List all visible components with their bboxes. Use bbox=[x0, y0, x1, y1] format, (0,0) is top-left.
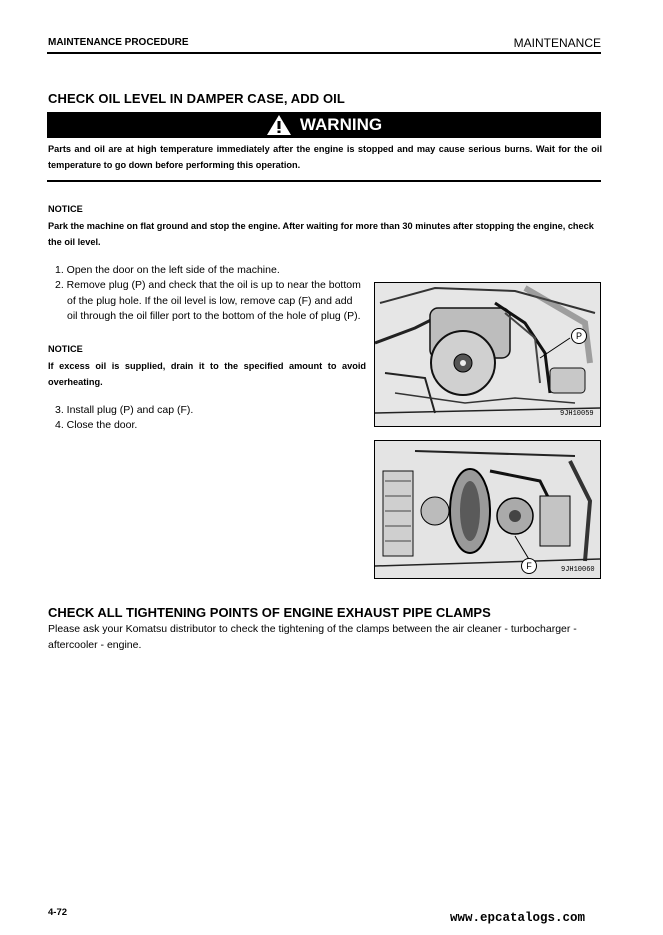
section-text-clamps: Please ask your Komatsu distributor to check the tightening of the clamps between the air cleaner - turbocharger - aftercooler - engine. bbox=[48, 623, 577, 651]
header-rule bbox=[47, 52, 601, 54]
header-chapter-title: MAINTENANCE bbox=[513, 36, 601, 50]
notice-text-1: Park the machine on flat ground and stop the engine. After waiting for more than 30 minutes after stopping the engine, check the oil level. bbox=[48, 221, 594, 247]
step-4: 4. Close the door. bbox=[55, 419, 138, 431]
step-2-line-3: oil through the oil filler port to the bottom of the hole of plug (P). bbox=[67, 310, 361, 322]
notice-text-2: If excess oil is supplied, drain it to the specified amount to avoid overheating. bbox=[48, 361, 366, 387]
figure-damper-cap bbox=[374, 440, 601, 579]
header-section-title: MAINTENANCE PROCEDURE bbox=[48, 37, 189, 48]
site-watermark: www.epcatalogs.com bbox=[450, 911, 586, 925]
step-2-line-2: of the plug hole. If the oil level is low, remove cap (F) and add bbox=[67, 295, 353, 307]
callout-f: F bbox=[521, 558, 537, 574]
notice-label-2: NOTICE bbox=[48, 344, 83, 354]
section-title-damper: CHECK OIL LEVEL IN DAMPER CASE, ADD OIL bbox=[48, 91, 345, 106]
page-number: 4-72 bbox=[48, 907, 68, 918]
step-2: 2. Remove plug (P) and check that the oil is up to near the bottom bbox=[55, 279, 361, 291]
figure-caption-2: 9JH10060 bbox=[561, 566, 595, 574]
warning-triangle-icon bbox=[266, 114, 292, 136]
warning-text: Parts and oil are at high temperature immediately after the engine is stopped and may cause serious burns. Wait for the oil temperature to go down before performing this operation. bbox=[48, 144, 602, 170]
notice-label-1: NOTICE bbox=[48, 204, 83, 214]
warning-rule bbox=[47, 180, 601, 182]
engine-illustration bbox=[375, 283, 600, 426]
figure-damper-plug bbox=[374, 282, 601, 427]
step-1: 1. Open the door on the left side of the machine. bbox=[55, 264, 280, 276]
callout-p: P bbox=[571, 328, 587, 344]
warning-label: WARNING bbox=[299, 115, 383, 134]
section-title-clamps: CHECK ALL TIGHTENING POINTS OF ENGINE EXHAUST PIPE CLAMPS bbox=[48, 605, 491, 620]
engine-illustration-2 bbox=[375, 441, 600, 578]
step-3: 3. Install plug (P) and cap (F). bbox=[55, 404, 194, 416]
warning-banner bbox=[47, 112, 601, 138]
figure-caption-1: 9JH10059 bbox=[560, 410, 594, 418]
